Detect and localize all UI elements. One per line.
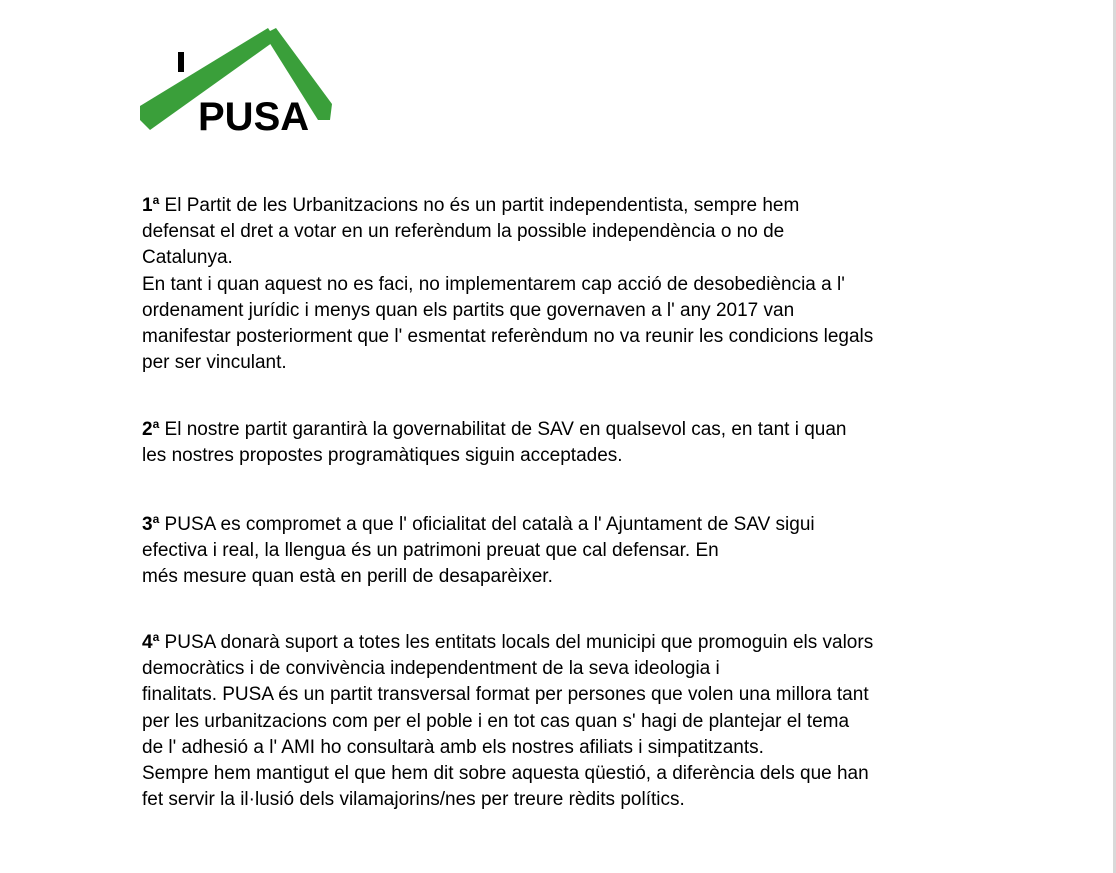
point-1-line-7: per ser vinculant. <box>142 352 287 374</box>
point-3-line-1: 3$^a$ PUSA es compromet a que l' oficialitat del català a l' Ajuntament de SAV sigui <box>142 512 815 535</box>
point-2 <box>142 411 972 469</box>
point-4-number: 4$^a$ <box>142 630 160 653</box>
point-1 <box>142 187 972 376</box>
point-1-line-3: Catalunya. <box>142 247 233 269</box>
point-1-number: 1$^a$ <box>142 193 160 216</box>
point-3 <box>142 506 972 591</box>
point-2-line-1: 2$^a$ El nostre partit garantirà la governabilitat de SAV en qualsevol cas, en tant i quan <box>142 417 847 440</box>
point-4-line-6: Sempre hem mantigut el que hem dit sobre aquesta qüestió, a diferència dels que han <box>142 763 869 785</box>
point-2-number: 2$^a$ <box>142 417 160 440</box>
logo-chimney <box>178 52 184 72</box>
point-4-line-3: finalitats. PUSA és un partit transversal format per persones que volen una millora tant <box>142 684 869 706</box>
point-1-line-4: En tant i quan aquest no es faci, no implementarem cap acció de desobediència a l' <box>142 273 845 295</box>
pusa-logo <box>140 28 332 134</box>
point-1-line-1: 1$^a$ El Partit de les Urbanitzacions no és un partit independentista, sempre hem <box>142 193 800 216</box>
point-4-line-7: fet servir la il·lusió dels vilamajorins/nes per treure rèdits polítics. <box>142 789 685 811</box>
point-1-line-2: defensat el dret a votar en un referèndum la possible independència o no de <box>142 221 785 243</box>
point-4-line-1: 4$^a$ PUSA donarà suport a totes les entitats locals del municipi que promoguin els valors <box>142 630 874 653</box>
point-2-line-2: les nostres propostes programàtiques siguin acceptades. <box>142 445 623 467</box>
logo-text: PUSA <box>198 95 310 134</box>
point-4-line-2: democràtics i de convivència independentment de la seva ideologia i <box>142 658 720 680</box>
point-3-number: 3$^a$ <box>142 512 160 535</box>
point-1-line-5: ordenament jurídic i menys quan els partits que governaven a l' any 2017 van <box>142 299 795 321</box>
point-4-line-5: de l' adhesió a l' AMI ho consultarà amb els nostres afiliats i simpatitzants. <box>142 736 764 758</box>
point-3-line-2: efectiva i real, la llengua és un patrimoni preuat que cal defensar. En <box>142 540 719 562</box>
point-4-line-4: per les urbanitzacions com per el poble i en tot cas quan s' hagi de plantejar el tema <box>142 710 850 732</box>
point-1-line-6: manifestar posteriorment que l' esmentat referèndum no va reunir les condicions legals <box>142 326 874 348</box>
point-4 <box>142 624 972 813</box>
point-3-line-3: més mesure quan està en perill de desaparèixer. <box>142 566 553 588</box>
